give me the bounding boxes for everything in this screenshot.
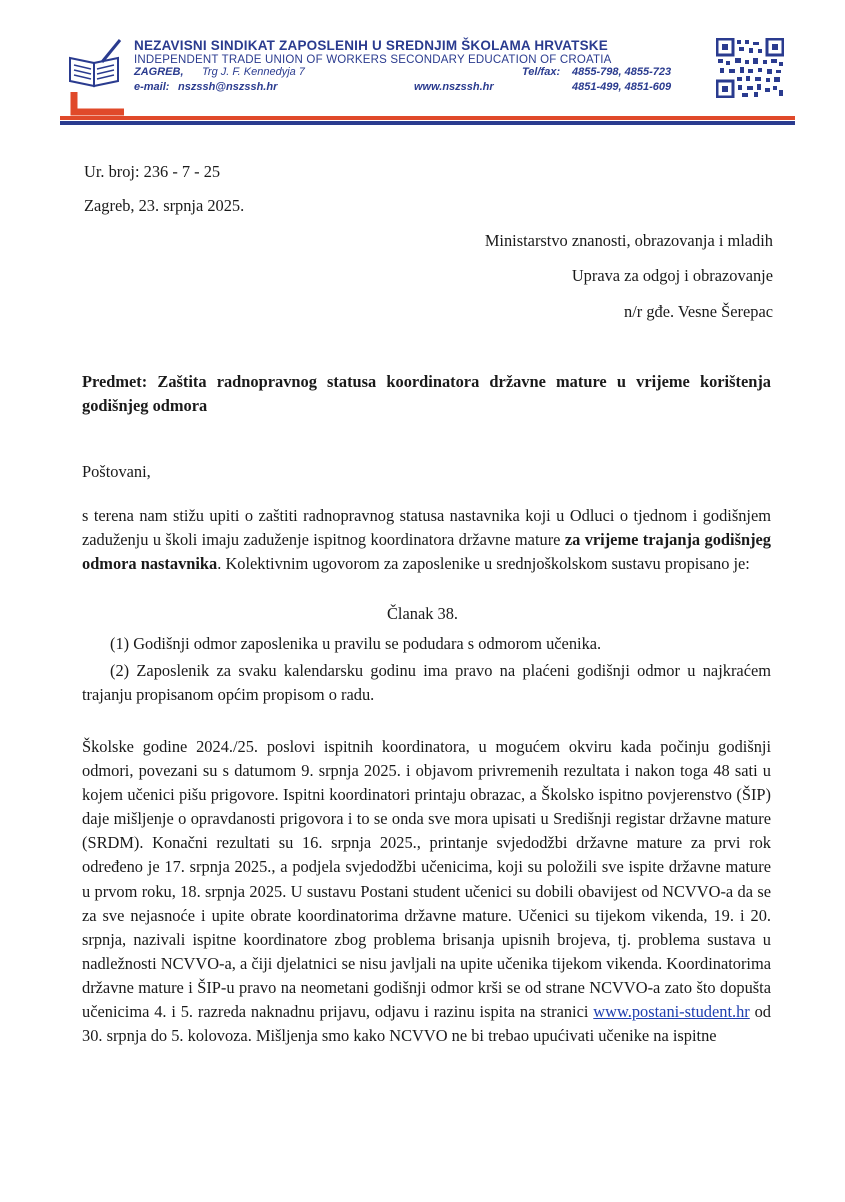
union-name-hr: NEZAVISNI SINDIKAT ZAPOSLENIH U SREDNJIM ŠKOLAMA HRVATSKE (134, 38, 608, 53)
contact-row (134, 81, 704, 96)
main-paragraph (82, 735, 771, 1048)
subject-line: Predmet: Zaštita radnopravnog statusa koordinatora državne mature u vrijeme korištenja godišnjeg odmora (82, 372, 771, 415)
article-title: Članak 38. (386, 604, 458, 623)
address-row (134, 66, 704, 81)
address-city: ZAGREB, (134, 66, 184, 78)
union-book-logo-icon (64, 36, 124, 116)
letterhead (60, 28, 790, 128)
main-text-2: od 30. srpnja do 5. kolovoza. Mišljenja smo kako NCVVO ne bi trebao upućivati učenike na ispitne (82, 1002, 771, 1046)
telfax-label: Tel/fax: (522, 66, 561, 78)
intro-emphasis: za vrijeme trajanja godišnjeg odmora nastavnika (82, 530, 771, 573)
article-paragraph-2: (2) Zaposlenik za svaku kalendarsku godinu ima pravo na plaćeni godišnji odmor u najkraćem trajanju propisanom općim propisom o radu. (82, 661, 771, 704)
recipient-department: Uprava za odgoj i obrazovanje (571, 266, 773, 285)
website-address: www.nszssh.hr (414, 81, 494, 93)
intro-text-2: . Kolektivnim ugovorom za zaposlenike u srednjoškolskom sustavu propisano je: (217, 554, 750, 573)
letterhead-text (134, 38, 704, 96)
main-text-1: Školske godine 2024./25. poslovi ispitnih koordinatora, u mogućem okviru kada počinju godišnji odmori, povezani su s datumom 9. srpnja 2025. i objavom privremenih rezultata i nakon toga 48 sati u kojem učenici pišu prigovore. Ispitni koordinatori printaju obrazac, a Školsko ispitno povjerenstvo (ŠIP) daje mišljenje o opravdanosti prigovora i to se onda sve mora upisati u Središnji registar državne mature (SRDM). Konačni rezultati su 16. srpnja 2025., printanje svjedodžbi državne mature za prvi rok određeno je 17. srpnja 2025., a podjela svjedodžbi učenicima, koji su položili sve ispite državne mature u prvom roku, 18. srpnja 2025. U sustavu Postani student učenici su dobili obavijest od NCVVO-a da se za sve nejasnoće i upite obrate koordinatorima državne mature. Učenici su tijekom vikenda, 19. i 20. srpnja, nazivali ispitne koordinatore zbog problema brisanja upisnih brojeva, tj. problema sustava u nadležnosti NCVVO-a, a čiji djelatnici se nisu javljali na upite učenika tijekom vikenda. Koordinatorima državne mature i ŠIP-u pravo na neometani godišnji odmor krši se od strane NCVVO-a zato što dopušta učenicima 4. i 5. razreda naknadnu prijavu, odjavu i razinu ispita na stranici (82, 737, 771, 1022)
letterhead-divider (60, 116, 795, 126)
intro-text-1: s terena nam stižu upiti o zaštiti radnopravnog statusa nastavnika koji u Odluci o tjednom i godišnjem zaduženju u školi imaju zaduženje ispitnog koordinatora državne mature (82, 506, 771, 549)
telfax-numbers-1: 4855-798, 4855-723 (572, 66, 672, 78)
letter-date: Zagreb, 23. srpnja 2025. (84, 196, 245, 215)
telfax-numbers-2: 4851-499, 4851-609 (572, 81, 672, 93)
intro-paragraph (82, 504, 771, 576)
postani-student-link[interactable]: www.postani-student.hr (593, 1002, 750, 1022)
greeting: Poštovani, (82, 462, 151, 481)
reference-number: Ur. broj: 236 - 7 - 25 (84, 162, 221, 181)
qr-code-icon (716, 38, 784, 98)
recipient-attention: n/r gđe. Vesne Šerepac (624, 302, 773, 321)
address-street: Trg J. F. Kennedyja 7 (202, 66, 305, 78)
recipient-ministry: Ministarstvo znanosti, obrazovanja i mladih (484, 231, 773, 250)
email-address: nszssh@nszssh.hr (178, 81, 278, 93)
email-label: e-mail: (134, 81, 170, 93)
article-paragraph-1: (1) Godišnji odmor zaposlenika u pravilu se podudara s odmorom učenika. (110, 634, 602, 653)
union-name-en: INDEPENDENT TRADE UNION OF WORKERS SECONDARY EDUCATION OF CROATIA (134, 54, 612, 66)
